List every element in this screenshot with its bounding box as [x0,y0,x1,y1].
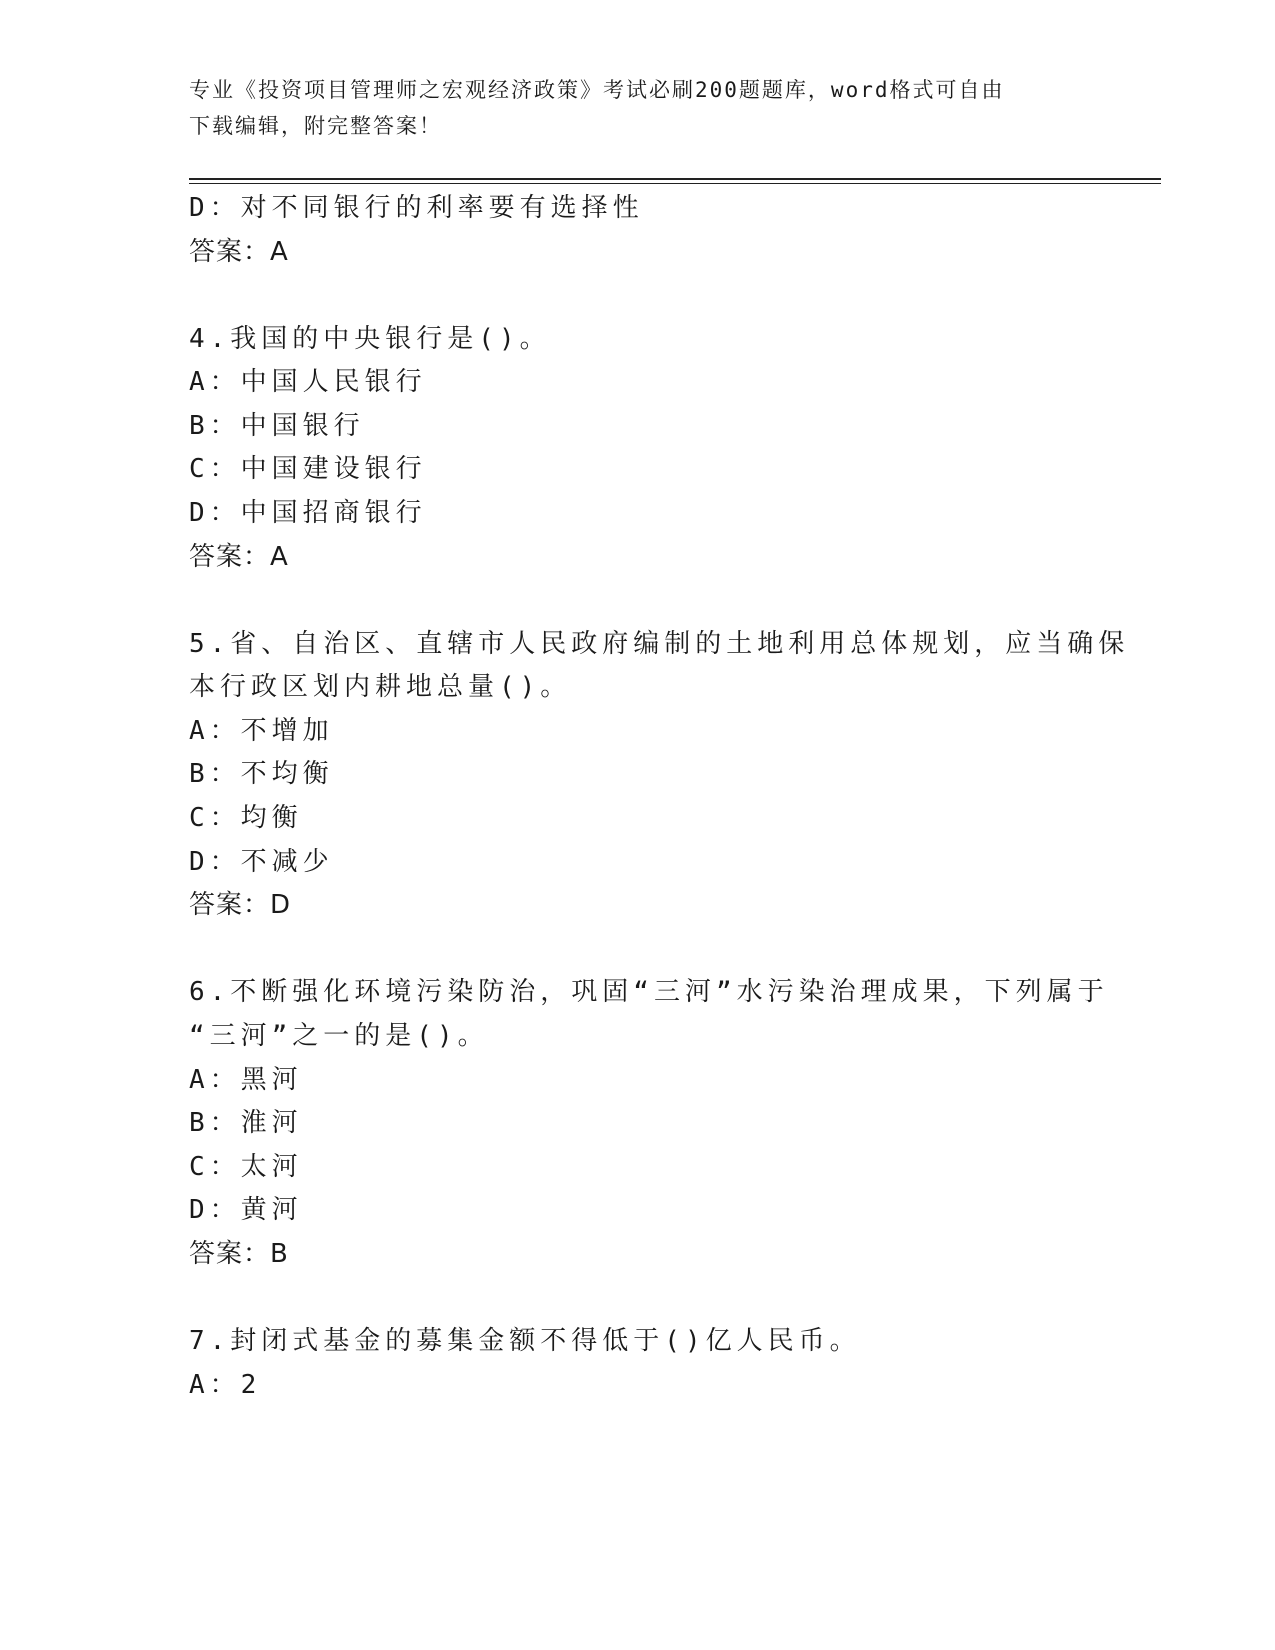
question-7-option-a: A：2 [189,1370,262,1400]
question-5-option-b: B：不均衡 [189,759,334,789]
question-6-option-a: A：黑河 [189,1065,303,1095]
question-4-option-d: D：中国招商银行 [189,498,427,528]
question-5-option-d: D：不减少 [189,847,334,877]
carryover-option-d: D：对不同银行的利率要有选择性 [189,193,644,223]
question-6-option-c: C：太河 [189,1152,303,1182]
question-5-answer: 答案：D [189,890,292,920]
carryover-answer: 答案：A [189,237,289,267]
header-line-1: 专业《投资项目管理师之宏观经济政策》考试必刷200题题库，word格式可自由 [189,78,1005,102]
header-divider-thin [189,183,1161,184]
question-4-stem: 4.我国的中央银行是()。 [189,324,551,354]
header-divider [189,178,1161,180]
question-6-option-b: B：淮河 [189,1108,303,1138]
question-4-answer: 答案：A [189,542,289,572]
question-6-stem-line-2: “三河”之一的是()。 [189,1021,489,1051]
question-4-option-a: A：中国人民银行 [189,367,427,397]
document-header [189,72,1089,144]
question-6-answer: 答案：B [189,1239,289,1269]
question-5-option-a: A：不增加 [189,716,334,746]
question-4-option-c: C：中国建设银行 [189,454,427,484]
question-5-stem-line-1: 5.省、自治区、直辖市人民政府编制的土地利用总体规划，应当确保 [189,629,1130,659]
question-4-option-b: B：中国银行 [189,411,365,441]
question-5-option-c: C：均衡 [189,803,303,833]
header-line-2: 下载编辑，附完整答案！ [189,114,442,138]
question-5-stem-line-2: 本行政区划内耕地总量()。 [189,672,572,702]
question-6-option-d: D：黄河 [189,1195,303,1225]
question-7-stem: 7.封闭式基金的募集金额不得低于()亿人民币。 [189,1326,861,1356]
question-6-stem-line-1: 6.不断强化环境污染防治，巩固“三河”水污染治理成果，下列属于 [189,977,1109,1007]
